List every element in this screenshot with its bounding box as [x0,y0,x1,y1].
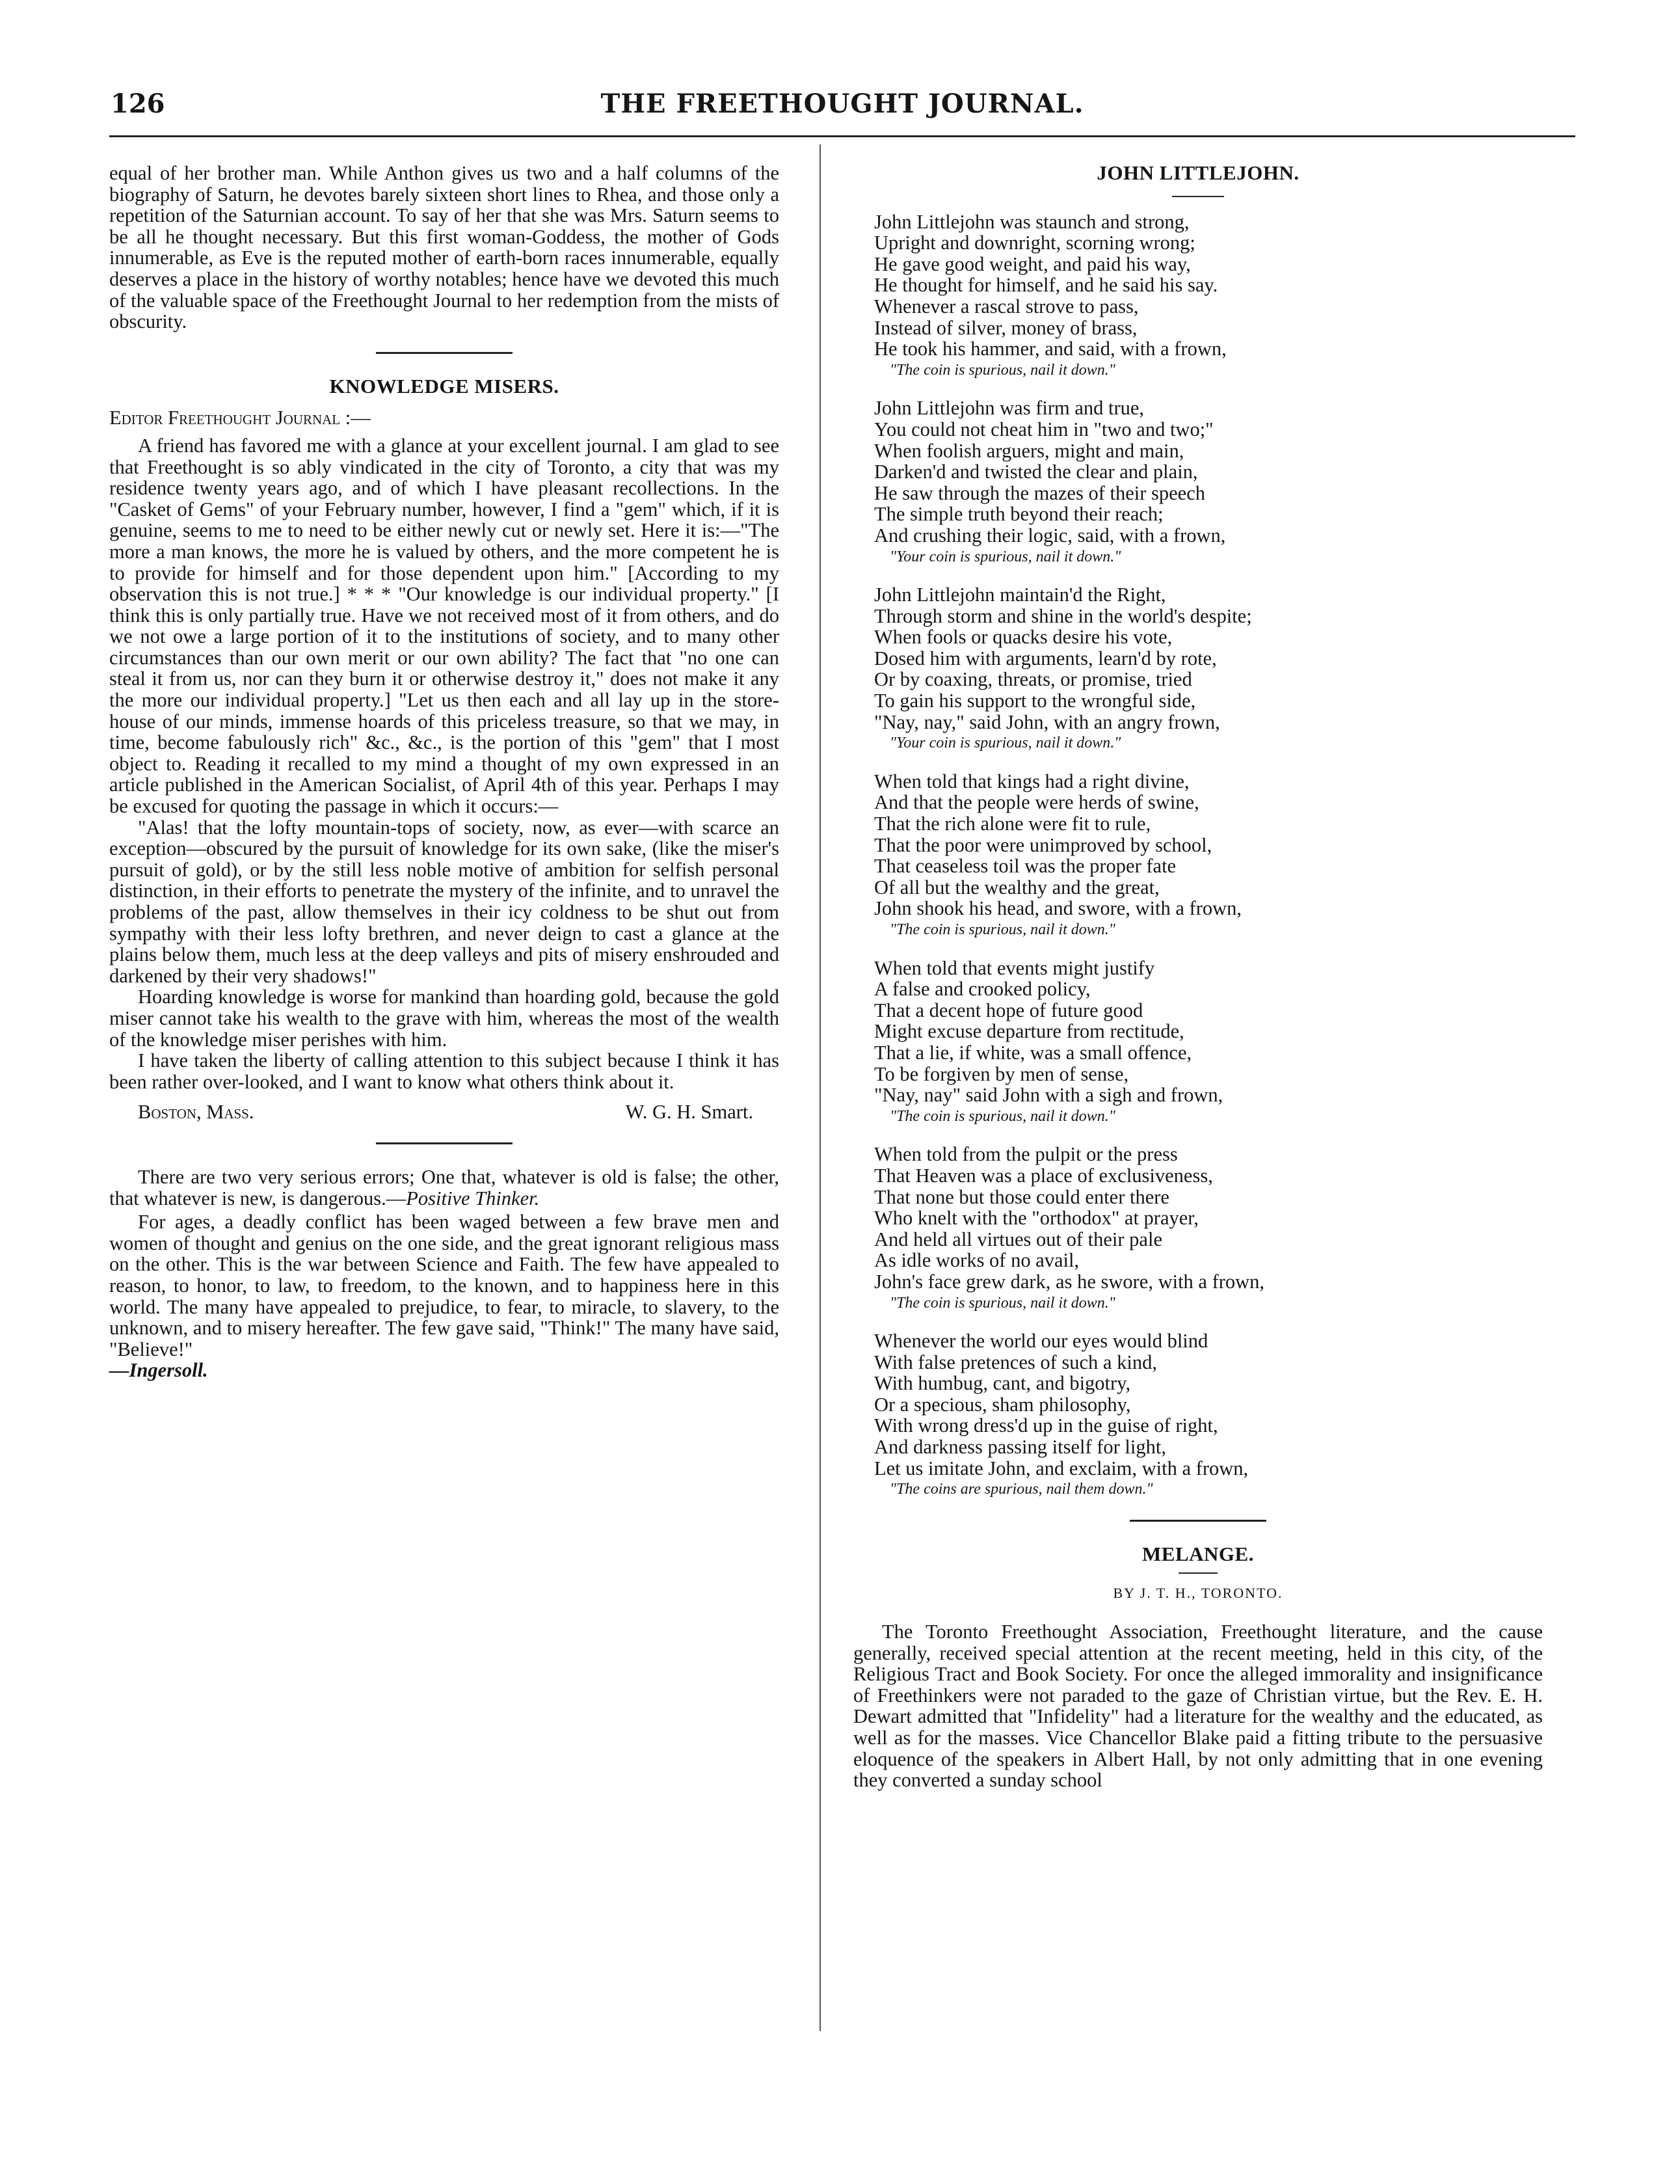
poem-line: Darken'd and twisted the clear and plain, [874,461,1198,483]
poem-line: With humbug, cant, and bigotry, [874,1372,1131,1395]
column-divider [820,144,821,2031]
article-paragraph: Hoarding knowledge is worse for mankind than hoarding gold, because the gold miser cannot take his wealth to the grave with him, whereas the most of the wealth of the knowledge miser perishes with him. [109,986,779,1051]
title-rule [1179,1572,1218,1574]
poem-line: When told from the pulpit or the press [874,1143,1178,1166]
poem-line: The simple truth beyond their reach; [874,503,1164,526]
section-divider [376,1142,513,1144]
poem-stanza [874,1330,1543,1500]
poem-line: "Nay, nay," said John, with an angry frown, [874,710,1220,733]
poem-line: John Littlejohn was staunch and strong, [874,210,1190,233]
poem-stanza [874,584,1543,754]
poem-line: And that the people were herds of swine, [874,791,1199,814]
quote-attribution: Positive Thinker. [406,1187,540,1209]
poem-refrain: "The coin is spurious, nail it down." [890,921,1115,938]
poem-line: Dosed him with arguments, learn'd by rote, [874,647,1217,669]
poem-line: Through storm and shine in the world's despite; [874,604,1252,627]
poem-line: That the poor were unimproved by school, [874,833,1212,856]
poem-line: When told that kings had a right divine, [874,770,1190,792]
poem-line: And held all virtues out of their pale [874,1228,1162,1250]
poem-stanza [874,1144,1543,1314]
signature-name: W. G. H. Smart. [625,1101,753,1124]
poem-refrain: "Your coin is spurious, nail it down." [890,548,1121,565]
salutation: Editor Freethought Journal :— [109,407,371,429]
poem-john-littlejohn [853,163,1543,1500]
melange-article [853,1544,1543,1791]
left-column [109,163,779,1381]
poem-line: When fools or quacks desire his vote, [874,626,1173,649]
journal-title: THE FREETHOUGHT JOURNAL. [600,88,1084,119]
signature [109,1101,779,1123]
poem-line: That the rich alone were fit to rule, [874,813,1151,835]
poem-line: He thought for himself, and he said his say. [874,274,1218,297]
signature-place: Boston, Mass. [138,1101,254,1124]
article-heading: MELANGE. [1142,1542,1254,1565]
poem-line: He saw through the mazes of their speech [874,481,1205,504]
poem-refrain: "The coins are spurious, nail them down." [890,1481,1153,1498]
poem-refrain: "The coin is spurious, nail it down." [890,1294,1115,1312]
poem-stanzas [853,211,1543,1500]
poem-line: Of all but the wealthy and the great, [874,876,1160,898]
poem-line: He took his hammer, and said, with a frown, [874,338,1227,360]
article-heading: KNOWLEDGE MISERS. [329,374,559,398]
quote-attribution: —Ingersoll. [109,1359,208,1382]
poem-line: Instead of silver, money of brass, [874,316,1138,339]
knowledge-misers-article [109,376,779,1123]
section-divider [1130,1520,1266,1522]
poem-line: John's face grew dark, as he swore, with a frown, [874,1270,1265,1293]
poem-line: And crushing their logic, said, with a frown, [874,524,1226,546]
poem-line: A false and crooked policy, [874,978,1091,1001]
poem-line: Or by coaxing, threats, or promise, tried [874,668,1192,691]
poem-line: John Littlejohn maintain'd the Right, [874,584,1166,606]
poem-stanza [874,211,1543,381]
poem-line: Or a specious, sham philosophy, [874,1393,1131,1416]
quote-positive-thinker [109,1166,779,1209]
poem-stanza [874,398,1543,567]
poem-line: To be forgiven by men of sense, [874,1062,1129,1085]
article-paragraph: The Toronto Freethought Association, Freethought literature, and the cause generally, received special attention at the recent meeting, held in this city, of the Religious Tract and Book Society. For once the alleged immorality and insignificance of Freethinkers were not paraded to the gaze of Christian virtue, but the Rev. E. H. Dewart admitted that "Infidelity" had a literature for the wealthy and the educated, as well as for the masses. Vice Chancellor Blake paid a fitting tribute to the persuasive eloquence of the speakers in Albert Hall, by not only admitting that in one evening they converted a sunday school [853,1621,1543,1792]
poem-line: That ceaseless toil was the proper fate [874,855,1177,878]
article-paragraph: "Alas! that the lofty mountain-tops of society, now, as ever—with scarce an exception—obscured by the pursuit of knowledge for its own sake, (like the miser's pursuit of gold), or by the still less noble motive of ambition for selfish personal distinction, in their efforts to penetrate the mystery of the infinite, and to unravel the problems of the past, allow themselves in their icy coldness to be shut out from sympathy with their less lofty brethren, and never deign to cast a glance at the plains below them, much less at the deep valleys and pits of misery enshrouded and darkened by their very shadows!" [109,816,779,987]
poem-line: John Littlejohn was firm and true, [874,397,1145,420]
poem-line: That none but those could enter there [874,1185,1169,1208]
poem-line: With wrong dress'd up in the guise of right, [874,1414,1218,1437]
article-paragraph: I have taken the liberty of calling attention to this subject because I think it has been rather over-looked, and I want to know what others think about it. [109,1049,779,1093]
poem-line: He gave good weight, and paid his way, [874,252,1191,275]
byline: BY J. T. H., TORONTO. [1113,1585,1283,1602]
poem-line: When foolish arguers, might and main, [874,439,1184,462]
poem-stanza [874,771,1543,941]
poem-line: Let us imitate John, and exclaim, with a frown, [874,1457,1249,1479]
rhea-article-end: equal of her brother man. While Anthon gives us two and a half columns of the biography of Saturn, he devotes barely sixteen short lines to Rhea, and those only a repetition of the Saturnian account. To say of her that she was Mrs. Saturn seems to be all he thought necessary. But this first woman-Goddess, the mother of Gods innumerable, as Eve is the reputed mother of earth-born races innumerable, equally deserves a place in the history of worthy notables; hence have we devoted this much of the valuable space of the Freethought Journal to her redemption from the mists of obscurity. [109,162,779,333]
poem-line: With false pretences of such a kind, [874,1351,1157,1373]
poem-line: Upright and downright, scorning wrong; [874,232,1195,254]
quote-ingersoll [109,1211,779,1381]
poem-line: Might excuse departure from rectitude, [874,1020,1184,1043]
poem-line: "Nay, nay" said John with a sigh and frown, [874,1084,1223,1107]
poem-line: To gain his support to the wrongful side, [874,690,1196,712]
poem-refrain: "The coin is spurious, nail it down." [890,361,1115,379]
title-rule [1172,196,1224,197]
quote-text: For ages, a deadly conflict has been waged between a few brave men and women of thought and genius on the one side, and the great ignorant religious mass on the other. This is the war between Science and Faith. The few have appealed to reason, to honor, to law, to freedom, to the known, and to happiness here in this world. The many have appealed to prejudice, to fear, to miracle, to slavery, to the unknown, and to misery hereafter. The few gave said, "Think!" The many have said, "Believe!" [109,1211,779,1360]
poem-title: JOHN LITTLEJOHN. [1097,161,1300,184]
poem-line: That Heaven was a place of exclusiveness, [874,1164,1213,1187]
header-rule [109,135,1575,137]
poem-refrain: "Your coin is spurious, nail it down." [890,735,1121,752]
section-divider [376,352,513,354]
poem-line: Whenever a rascal strove to pass, [874,295,1139,317]
poem-line: You could not cheat him in "two and two;" [874,418,1214,440]
poem-line: That a decent hope of future good [874,999,1143,1021]
page-header [111,85,1574,130]
poem-refrain: "The coin is spurious, nail it down." [890,1107,1115,1125]
poem-line: When told that events might justify [874,956,1155,979]
poem-line: Whenever the world our eyes would blind [874,1330,1208,1353]
poem-line: John shook his head, and swore, with a frown, [874,897,1242,920]
poem-line: Who knelt with the "orthodox" at prayer, [874,1207,1199,1230]
quote-text: There are two very serious errors; One that, whatever is old is false; the other, that whatever is new, is dangerous.— [109,1165,779,1209]
right-column [853,163,1543,1791]
poem-line: As idle works of no avail, [874,1249,1080,1272]
poem-stanza [874,958,1543,1127]
page-number: 126 [111,88,165,119]
poem-line: And darkness passing itself for light, [874,1436,1166,1459]
poem-line: That a lie, if white, was a small offence, [874,1041,1192,1064]
article-paragraph: A friend has favored me with a glance at your excellent journal. I am glad to see that Freethought is so ably vindicated in the city of Toronto, a city that was my residence twenty years ago, and of which I have pleasant recollections. In the "Casket of Gems" of your February number, however, I find a "gem" which, if it is genuine, seems to me to need to be either newly cut or newly set. Here it is:—"The more a man knows, the more he is valued by others, and the more competent he is to provide for himself and for those dependent upon him." [According to my observation this is not true.] * * * "Our knowledge is our individual property." [I think this is only partially true. Have we not received most of it from others, and do we not owe a large portion of it to the institutions of society, and to many other circumstances than our own merit or our own ability? The fact that "no one can steal it from us, nor can they burn it or otherwise destroy it," does not make it any the more our individual property.] "Let us then each and all lay up in the store-house of our minds, immense hoards of this priceless treasure, so that we may, in time, become fabulously rich" &c., &c., is the portion of this "gem" that I most object to. Reading it recalled to my mind a thought of my own expressed in an article published in the American Socialist, of April 4th of this year. Perhaps I may be excused for quoting the passage in which it occurs:— [109,434,779,818]
